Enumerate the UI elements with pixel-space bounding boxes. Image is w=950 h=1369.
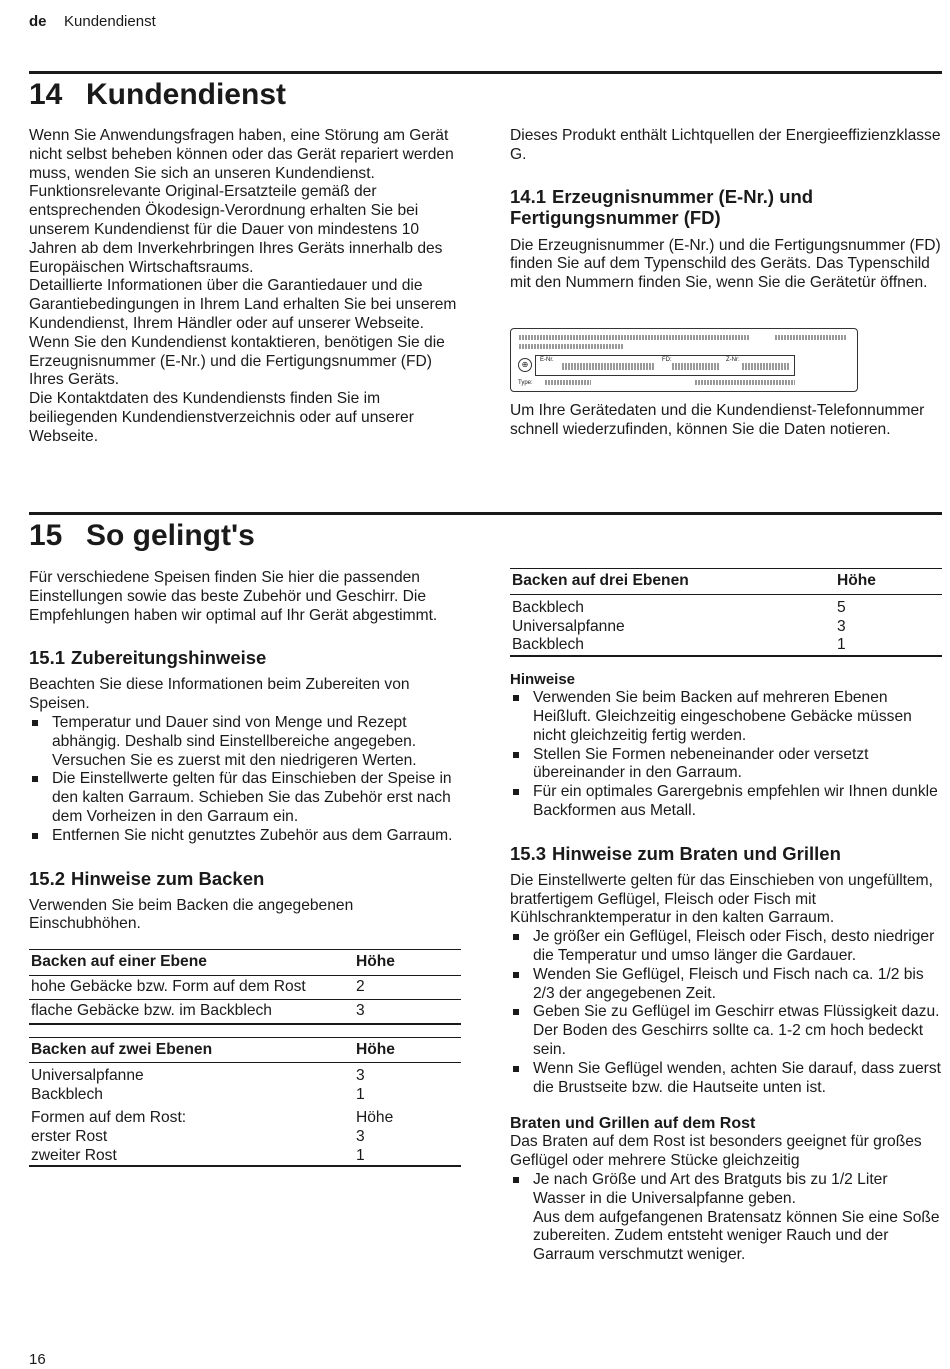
paragraph: Detaillierte Informationen über die Garantiedauer und die Garantiebedingungen in Ihrem Land erhalten Sie bei unserem Kundendienst, Ihrem Händler oder auf unserer Webseite. — [29, 277, 457, 332]
header-language: de — [29, 13, 47, 30]
bullet-list — [510, 928, 942, 1097]
table-cell: Höhe — [356, 1108, 394, 1126]
subheading-roast-grill: Braten und Grillen auf dem Rost — [510, 1115, 756, 1133]
plate-barcode — [695, 380, 795, 385]
table-header-cell: Backen auf einer Ebene — [31, 953, 207, 971]
paragraph: Das Braten auf dem Rost ist besonders geeignet für großes Geflügel oder mehrere Stücke gleichzeitig — [510, 1133, 922, 1170]
table-header-row — [510, 569, 942, 595]
plate-type-label: Type: — [518, 380, 533, 386]
subsection-number: 15.3 — [510, 842, 547, 864]
subsection-title-14-1 — [510, 186, 942, 228]
section-number: 14 — [29, 78, 63, 111]
table-header-cell: Höhe — [356, 1040, 395, 1058]
table-header-row — [29, 950, 461, 976]
list-item: Für ein optimales Garergebnis empfehlen wir Ihnen dunkle Backformen aus Metall. — [510, 783, 942, 821]
bullet-list — [510, 689, 942, 821]
certification-icon: ⊕ — [518, 358, 532, 372]
plate-fd-label: FD: — [662, 357, 672, 363]
table-header-cell: Backen auf zwei Ebenen — [31, 1040, 213, 1058]
after-plate-text — [510, 402, 942, 440]
table-cell: Formen auf dem Rost: — [31, 1108, 187, 1126]
table-cell: flache Gebäcke bzw. im Backblech — [29, 999, 354, 1023]
section-title-text: Kundendienst — [86, 78, 286, 111]
subsection-title-15-3 — [510, 843, 942, 864]
paragraph: Für verschiedene Speisen finden Sie hier die passenden Einstellungen sowie das beste Zubehör und Geschirr. Die Empfehlungen haben wir optimal auf Ihr Gerät abgestimmt. — [29, 569, 438, 624]
list-item: Geben Sie zu Geflügel im Geschirr etwas Flüssigkeit dazu. Der Boden des Geschirrs sollte ca. 1-2 cm hoch bedeckt sein. — [510, 1003, 942, 1059]
table-cell: 1 — [354, 1147, 461, 1167]
subsection-number: 15.2 — [29, 867, 66, 889]
plate-barcode — [672, 363, 720, 370]
list-item-text: Je nach Größe und Art des Bratguts bis zu 1/2 Liter Wasser in die Universalpfanne geben. — [533, 1170, 888, 1207]
table-cell: 2 — [354, 975, 461, 999]
plate-enr-label: E-Nr. — [540, 357, 554, 363]
paragraph: Wenn Sie Anwendungsfragen haben, eine Störung am Gerät nicht selbst beheben können oder das Gerät repariert werden muss, wenden Sie sich an unseren Kundendienst. — [29, 127, 454, 182]
section-number: 15 — [29, 519, 63, 552]
subsection-number: 14.1 — [510, 185, 547, 207]
section-rule — [29, 71, 942, 74]
table-cell: Backblech — [510, 636, 835, 656]
table-cell: 3 — [356, 1067, 365, 1085]
subsection-title-15-1 — [29, 647, 461, 668]
section-title-text: So gelingt's — [86, 519, 255, 552]
plate-barcode — [775, 335, 847, 340]
table-two-levels — [29, 1037, 461, 1168]
list-item-continuation: Aus dem aufgefangenen Bratensatz können Sie eine Soße zubereiten. Zudem entsteht weniger Rauch und der Garraum verschmutzt weniger. — [533, 1208, 940, 1264]
table-row — [29, 1063, 461, 1086]
bullet-list — [29, 714, 461, 846]
bullet-list — [510, 1171, 942, 1265]
plate-barcode — [519, 344, 623, 349]
table-cell: Universalpfanne — [512, 617, 625, 635]
table-cell: 3 — [356, 1127, 365, 1145]
plate-barcode — [519, 335, 749, 340]
paragraph: Um Ihre Gerätedaten und die Kundendienst-Telefonnummer schnell wiederzufinden, können Sie die Daten notieren. — [510, 402, 925, 438]
subsection-title-text: Zubereitungshinweise — [71, 647, 267, 669]
table-cell: zweiter Rost — [29, 1147, 354, 1167]
table-row — [29, 999, 461, 1023]
table-cell: erster Rost — [31, 1127, 108, 1145]
section-title-15 — [29, 519, 255, 553]
header-title: Kundendienst — [64, 13, 156, 30]
table-cell: hohe Gebäcke bzw. Form auf dem Rost — [29, 975, 354, 999]
section-title-14 — [29, 78, 286, 112]
table-cell: Backblech — [512, 598, 584, 616]
plate-znr-label: Z-Nr: — [726, 357, 740, 363]
subsection-number: 15.1 — [29, 647, 66, 669]
table-row — [29, 1147, 461, 1167]
notes-title: Hinweise — [510, 671, 576, 689]
table-cell: 1 — [356, 1086, 365, 1104]
table-header-cell: Backen auf drei Ebenen — [512, 572, 689, 589]
list-item: Wenn Sie Geflügel wenden, achten Sie darauf, dass zuerst die Brustseite bzw. die Hautseite unten ist. — [510, 1060, 942, 1098]
paragraph: Dieses Produkt enthält Lichtquellen der Energieeffizienzklasse G. — [510, 127, 941, 163]
list-item: Verwenden Sie beim Backen auf mehreren Ebenen Heißluft. Gleichzeitig eingeschobene Gebäcke müssen nicht gleichzeitig fertig werden. — [510, 689, 942, 745]
table-cell: 3 — [354, 999, 461, 1023]
section-15-left-column — [29, 569, 461, 1167]
list-item: Temperatur und Dauer sind von Menge und Rezept abhängig. Deshalb sind Einstellbereiche angegeben. Versuchen Sie es zuerst mit den niedrigeren Werten. — [29, 714, 461, 770]
list-item: Je größer ein Geflügel, Fleisch oder Fisch, desto niedriger die Temperatur und umso länger die Gardauer. — [510, 928, 942, 966]
table-row — [29, 1086, 461, 1105]
plate-number-box — [535, 355, 795, 376]
section-15-right-column — [510, 568, 942, 1265]
page-number: 16 — [29, 1351, 46, 1368]
section-rule — [29, 512, 942, 515]
list-item: Die Einstellwerte gelten für das Einschieben der Speise in den kalten Garraum. Schieben Sie das Zubehör erst nach dem Vorheizen in den Garraum ein. — [29, 770, 461, 826]
table-row — [510, 594, 942, 617]
paragraph: Beachten Sie diese Informationen beim Zubereiten von Speisen. — [29, 676, 410, 713]
table-one-level — [29, 949, 461, 1024]
table-header-cell: Höhe — [837, 572, 876, 589]
table-three-levels — [510, 568, 942, 657]
paragraph: Die Einstellwerte gelten für das Einschieben von ungefülltem, bratfertigem Geflügel, Fleisch oder Fisch mit Kühlschranktemperatur in den kalten Garraum. — [510, 871, 934, 927]
table-cell: Universalpfanne — [31, 1067, 144, 1085]
subsection-title-text: Hinweise zum Backen — [71, 867, 265, 889]
list-item — [510, 1171, 942, 1265]
section-14-right-column — [510, 127, 942, 293]
section-14-left-column — [29, 127, 461, 447]
paragraph: Wenn Sie den Kundendienst kontaktieren, benötigen Sie die Erzeugnisnummer (E-Nr.) und die Fertigungsnummer (FD) Ihres Geräts. — [29, 333, 445, 389]
type-plate-illustration — [510, 328, 858, 392]
list-item: Stellen Sie Formen nebeneinander oder versetzt übereinander in den Garraum. — [510, 746, 942, 784]
paragraph: Die Kontaktdaten des Kundendiensts finden Sie im beiliegenden Kundendienstverzeichnis oder auf unserer Webseite. — [29, 390, 414, 445]
list-item: Entfernen Sie nicht genutztes Zubehör aus dem Garraum. — [29, 827, 461, 846]
table-cell: Backblech — [31, 1086, 103, 1104]
table-row — [29, 1128, 461, 1147]
paragraph: Die Erzeugnisnummer (E-Nr.) und die Fertigungsnummer (FD) finden Sie auf dem Typenschild des Geräts. Das Typenschild mit den Nummern finden Sie, wenn Sie die Gerätetür öffnen. — [510, 236, 941, 292]
table-header-cell: Höhe — [356, 953, 395, 971]
subsection-title-text: Hinweise zum Braten und Grillen — [552, 842, 841, 864]
plate-barcode — [545, 380, 591, 385]
list-item: Wenden Sie Geflügel, Fleisch und Fisch nach ca. 1/2 bis 2/3 der angegebenen Zeit. — [510, 966, 942, 1004]
table-cell: 1 — [835, 636, 942, 656]
plate-barcode — [562, 363, 654, 370]
plate-barcode — [742, 363, 790, 370]
table-row — [510, 618, 942, 637]
table-row — [510, 636, 942, 656]
table-row — [29, 1105, 461, 1128]
table-cell: 5 — [837, 598, 846, 616]
subsection-title-15-2 — [29, 868, 461, 889]
table-row — [29, 975, 461, 999]
table-header-row — [29, 1037, 461, 1063]
subsection-title-text: Erzeugnisnummer (E-Nr.) und Fertigungsnummer (FD) — [510, 185, 814, 228]
paragraph: Funktionsrelevante Original-Ersatzteile gemäß der entsprechenden Ökodesign-Verordnung erhalten Sie bei unserem Kundendienst für die Dauer von mindestens 10 Jahren ab dem Inverkehrbringen Ihres Geräts innerhalb des Europäischen Wirtschaftsraums. — [29, 183, 443, 276]
table-cell: 3 — [837, 617, 846, 635]
paragraph: Verwenden Sie beim Backen die angegebenen Einschubhöhen. — [29, 896, 354, 933]
